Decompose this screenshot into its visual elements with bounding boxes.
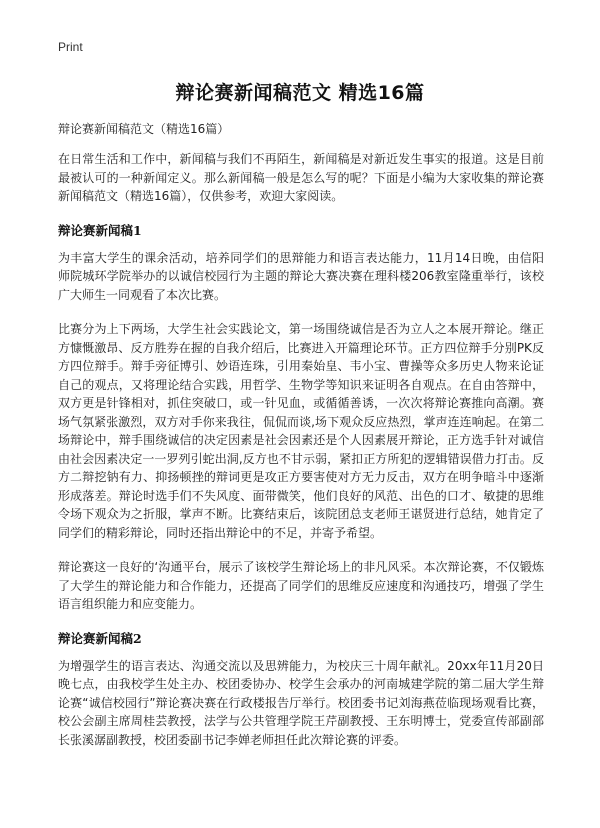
print-label[interactable]: Print [58,40,83,54]
section-1-paragraph-2: 比赛分为上下两场，大学生社会实践论文，第一场围绕诚信是否为立人之本展开辩论。继正方慷慨激昂、反方胜券在握的自我介绍后，比赛进入开篇理论环节。正方四位辩手分别PK反方四位辩手。辩手旁征博引、妙语连珠，引用秦始皇、韦小宝、曹操等众多历史人物来论证自己的观点，又将理论结合实践，用哲学、生物学等知识来证明各自观点。在自由答辩中，双方更是针锋相对，抓住突破口，或一针见血，或循循善诱，一次次将辩论赛推向高潮。赛场气氛紧张激烈，双方对手你来我往，侃侃而谈,场下观众反应热烈，掌声连连响起。在第二场辩论中，辩手围绕诚信的决定因素是社会因素还是个人因素展开辩论，正方选手针对诚信由社会因素决定一一罗列引蛇出洞,反方也不甘示弱，紧扣正方所犯的逻辑错误借力打击。反方二辩挖钠有力、抑扬顿挫的辩词更是攻正方要害使对方无力反击，双方在明争暗斗中逐渐形成落差。辩论时选手们不失风度、面带微笑，他们良好的风范、出色的口才、敏捷的思维令场下观众为之折服，掌声不断。比赛结束后，该院团总支老师王谌贤进行总结，她肯定了同学们的精彩辩论，同时还指出辩论中的不足，并寄予希望。 [58,322,544,540]
intro-paragraph: 在日常生活和工作中，新闻稿与我们不再陌生，新闻稿是对新近发生事实的报道。这是目前最被认可的一种新闻定义。那么新闻稿一般是怎么写的呢？下面是小编为大家收集的辩论赛新闻稿范文（精选16篇），仅供参考，欢迎大家阅读。 [58,152,544,203]
section-2-paragraph-1: 为增强学生的语言表达、沟通交流以及思辨能力，为校庆三十周年献礼。20xx年11月20日晚七点，由我校学生处主办、校团委协办、校学生会承办的河南城建学院的第二届大学生辩论赛“诚信校园行”辩论赛决赛在行政楼报告厅举行。校团委书记刘海燕莅临现场观看比赛，校公会副主席周桂芸教授，法学与公共管理学院王芹副教授、王东明博士，党委宣传部副部长张溪潺副教授，校团委副书记李婵老师担任此次辩论赛的评委。 [58,658,544,747]
section-1-paragraph-3: 辩论赛这一良好的‘沟通平台，展示了该校学生辩论场上的非凡风采。本次辩论赛，不仅锻炼了大学生的辩论能力和合作能力，还提高了同学们的思维反应速度和沟通技巧，增强了学生语言组织能力和应变能力。 [58,560,544,611]
section-1-paragraph-1: 为丰富大学生的课余活动，培养同学们的思辩能力和语言表达能力，11月14日晚，由信阳师院城环学院举办的以诚信校园行为主题的辩论大赛决赛在理科楼206教室隆重举行，该校广大师生一同观看了本次比赛。 [58,250,544,302]
page-title: 辩论赛新闻稿范文 精选16篇 [175,82,425,104]
section-heading-2: 辩论赛新闻稿2 [58,630,142,646]
document-subtitle: 辩论赛新闻稿范文（精选16篇） [58,122,230,136]
section-heading-1: 辩论赛新闻稿1 [58,222,142,238]
document-body [58,120,544,765]
